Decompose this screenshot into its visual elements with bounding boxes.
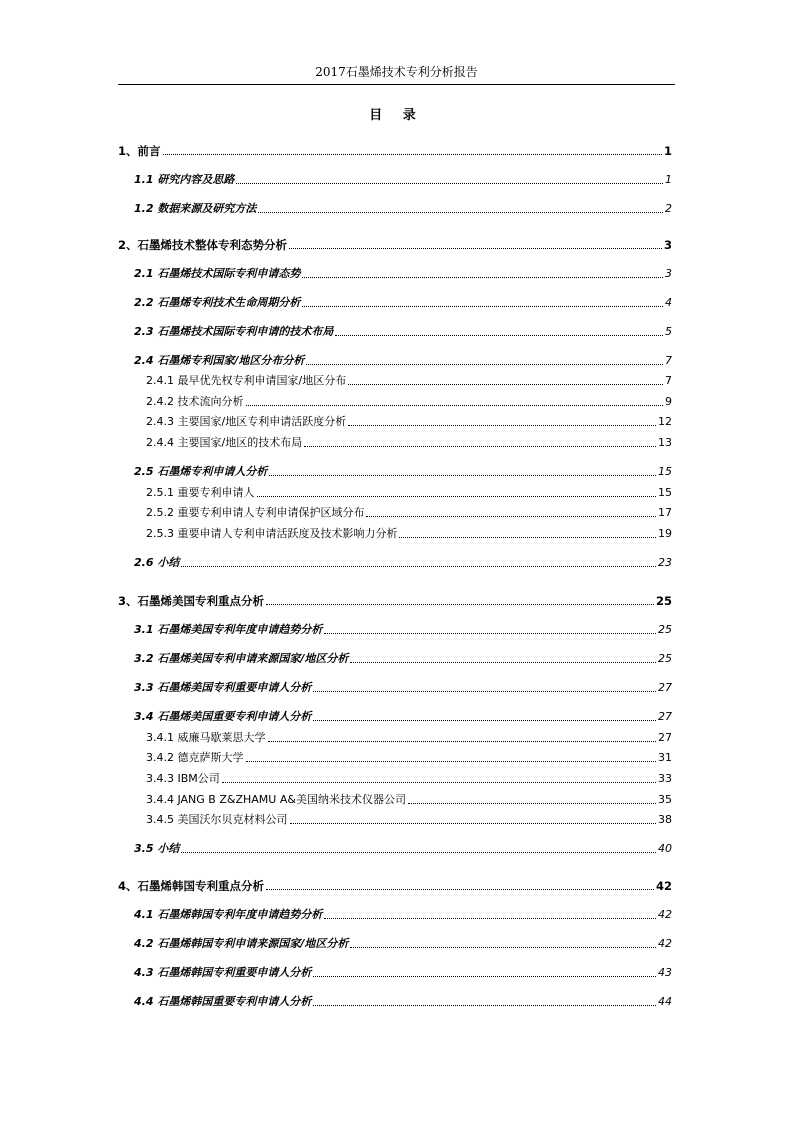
toc-entry[interactable]: [118, 590, 672, 608]
toc-entry[interactable]: [118, 432, 672, 450]
dot-leader: [324, 632, 656, 634]
toc-entry-page: 12: [658, 415, 672, 428]
dot-leader: [335, 334, 663, 336]
toc-entry-page: 31: [658, 751, 672, 764]
toc-entry-page: 15: [658, 486, 672, 499]
toc-entry-page: 42: [658, 937, 672, 950]
dot-leader: [302, 305, 663, 307]
dot-leader: [304, 445, 656, 447]
dot-leader: [313, 1004, 656, 1006]
dot-leader: [269, 474, 656, 476]
toc-entry[interactable]: [118, 904, 672, 922]
toc-entry[interactable]: [118, 292, 672, 310]
dot-leader: [399, 536, 656, 538]
dot-leader: [348, 424, 656, 426]
dot-leader: [181, 851, 656, 853]
dot-leader: [313, 719, 656, 721]
toc-entry-label: 3.2 石墨烯美国专利申请来源国家/地区分析: [134, 652, 349, 665]
toc-entry[interactable]: [118, 263, 672, 281]
toc-entry-label: 2.4.4 主要国家/地区的技术布局: [146, 436, 303, 449]
toc-entry[interactable]: [118, 552, 672, 570]
dot-leader: [306, 363, 663, 365]
toc-entry-label: 2、石墨烯技术整体专利态势分析: [118, 238, 287, 252]
toc-entry-label: 3.3 石墨烯美国专利重要申请人分析: [134, 681, 312, 694]
toc-entry[interactable]: [118, 461, 672, 479]
dot-leader: [268, 740, 657, 742]
toc-entry-page: 19: [658, 527, 672, 540]
toc-entry[interactable]: [118, 391, 672, 409]
toc-entry-page: 4: [665, 296, 672, 309]
toc-entry[interactable]: [118, 789, 672, 807]
toc-entry-page: 1: [663, 144, 672, 158]
dot-leader: [350, 946, 656, 948]
toc-entry-page: 44: [658, 995, 672, 1008]
toc-entry[interactable]: [118, 648, 672, 666]
toc-entry-label: 2.4.2 技术流向分析: [146, 395, 244, 408]
toc-entry[interactable]: [118, 706, 672, 724]
toc-entry[interactable]: [118, 370, 672, 388]
toc-entry-label: 3.4.2 德克萨斯大学: [146, 751, 244, 764]
toc-entry-label: 2.4.3 主要国家/地区专利申请活跃度分析: [146, 415, 347, 428]
dot-leader: [350, 661, 656, 663]
toc-entry-page: 25: [655, 594, 672, 608]
toc-entry-page: 9: [665, 395, 672, 408]
toc-entry-label: 3.1 石墨烯美国专利年度申请趋势分析: [134, 623, 323, 636]
toc-entry-label: 2.5.2 重要专利申请人专利申请保护区域分布: [146, 506, 365, 519]
toc-entry-label: 1.1 研究内容及思路: [134, 173, 235, 186]
toc-entry[interactable]: [118, 234, 672, 252]
toc-entry-label: 4.2 石墨烯韩国专利申请来源国家/地区分析: [134, 937, 349, 950]
toc-entry-page: 25: [658, 623, 672, 636]
dot-leader: [290, 822, 657, 824]
toc-entry-label: 2.5.3 重要申请人专利申请活跃度及技术影响力分析: [146, 527, 398, 540]
dot-leader: [302, 276, 663, 278]
toc-entry-page: 42: [655, 879, 672, 893]
dot-leader: [266, 603, 654, 605]
dot-leader: [313, 690, 656, 692]
toc-entry[interactable]: [118, 809, 672, 827]
toc-entry-label: 4.3 石墨烯韩国专利重要申请人分析: [134, 966, 312, 979]
toc-entry[interactable]: [118, 991, 672, 1009]
toc-entry-label: 3.4.4 JANG B Z&ZHAMU A&美国纳米技术仪器公司: [146, 793, 406, 806]
toc-entry-label: 3、石墨烯美国专利重点分析: [118, 594, 265, 608]
toc-entry[interactable]: [118, 411, 672, 429]
dot-leader: [163, 153, 662, 155]
dot-leader: [313, 975, 656, 977]
toc-entry[interactable]: [118, 727, 672, 745]
running-header: 2017石墨烯技术专利分析报告: [315, 65, 478, 79]
toc-entry[interactable]: [118, 350, 672, 368]
toc-entry[interactable]: [118, 677, 672, 695]
toc-entry[interactable]: [118, 523, 672, 541]
toc-entry[interactable]: [118, 747, 672, 765]
toc-entry-label: 3.4.3 IBM公司: [146, 772, 220, 785]
toc-entry-page: 7: [665, 374, 672, 387]
toc-entry-page: 43: [658, 966, 672, 979]
toc-entry-page: 15: [658, 465, 672, 478]
toc-entry-page: 27: [658, 681, 672, 694]
toc-entry-page: 13: [658, 436, 672, 449]
toc-entry-page: 35: [658, 793, 672, 806]
dot-leader: [236, 182, 663, 184]
dot-leader: [258, 211, 663, 213]
toc-entry-page: 42: [658, 908, 672, 921]
toc-entry-label: 4、石墨烯韩国专利重点分析: [118, 879, 265, 893]
toc-entry-label: 3.4.1 威廉马歇莱思大学: [146, 731, 266, 744]
toc-entry-label: 1、前言: [118, 144, 161, 158]
dot-leader: [324, 917, 656, 919]
toc-entry-label: 2.3 石墨烯技术国际专利申请的技术布局: [134, 325, 334, 338]
toc-entry-label: 2.6 小结: [134, 556, 180, 569]
toc-entry-label: 2.5.1 重要专利申请人: [146, 486, 255, 499]
toc-title: 目 录: [369, 108, 424, 123]
toc-entry[interactable]: [118, 140, 672, 158]
dot-leader: [366, 515, 656, 517]
toc-entry-label: 4.1 石墨烯韩国专利年度申请趋势分析: [134, 908, 323, 921]
toc-entry-page: 7: [665, 354, 672, 367]
toc-entry-page: 38: [658, 813, 672, 826]
dot-leader: [289, 247, 662, 249]
toc-entry-label: 2.1 石墨烯技术国际专利申请态势: [134, 267, 301, 280]
toc-entry[interactable]: [118, 768, 672, 786]
dot-leader: [246, 404, 664, 406]
toc-entry[interactable]: [118, 482, 672, 500]
toc-entry[interactable]: [118, 198, 672, 216]
dot-leader: [348, 383, 663, 385]
dot-leader: [246, 760, 657, 762]
toc-entry-label: 3.4 石墨烯美国重要专利申请人分析: [134, 710, 312, 723]
toc-entry[interactable]: [118, 321, 672, 339]
toc-entry[interactable]: [118, 838, 672, 856]
toc-entry-page: 23: [658, 556, 672, 569]
dot-leader: [266, 888, 654, 890]
toc-entry-page: 27: [658, 710, 672, 723]
toc-entry[interactable]: [118, 962, 672, 980]
toc-entry-page: 40: [658, 842, 672, 855]
dot-leader: [222, 781, 656, 783]
toc-entry-page: 33: [658, 772, 672, 785]
toc-entry-label: 4.4 石墨烯韩国重要专利申请人分析: [134, 995, 312, 1008]
toc-entry-page: 5: [665, 325, 672, 338]
toc-entry-page: 3: [663, 238, 672, 252]
dot-leader: [257, 495, 657, 497]
toc-entry[interactable]: [118, 619, 672, 637]
toc-entry-page: 3: [665, 267, 672, 280]
toc-entry-page: 2: [665, 202, 672, 215]
toc-entry-page: 25: [658, 652, 672, 665]
header-rule: [118, 84, 675, 85]
toc-entry-label: 2.2 石墨烯专利技术生命周期分析: [134, 296, 301, 309]
dot-leader: [181, 565, 656, 567]
toc-entry-label: 2.4.1 最早优先权专利申请国家/地区分布: [146, 374, 347, 387]
toc-entry[interactable]: [118, 502, 672, 520]
toc-entry[interactable]: [118, 933, 672, 951]
toc-entry-label: 3.4.5 美国沃尔贝克材料公司: [146, 813, 288, 826]
toc-entry-label: 2.5 石墨烯专利申请人分析: [134, 465, 268, 478]
toc-entry-page: 17: [658, 506, 672, 519]
toc-entry-page: 1: [665, 173, 672, 186]
dot-leader: [408, 802, 656, 804]
toc-entry[interactable]: [118, 875, 672, 893]
toc-entry-page: 27: [658, 731, 672, 744]
toc-entry-label: 1.2 数据来源及研究方法: [134, 202, 257, 215]
toc-entry-label: 2.4 石墨烯专利国家/地区分布分析: [134, 354, 305, 367]
toc-entry-label: 3.5 小结: [134, 842, 180, 855]
toc-entry[interactable]: [118, 169, 672, 187]
